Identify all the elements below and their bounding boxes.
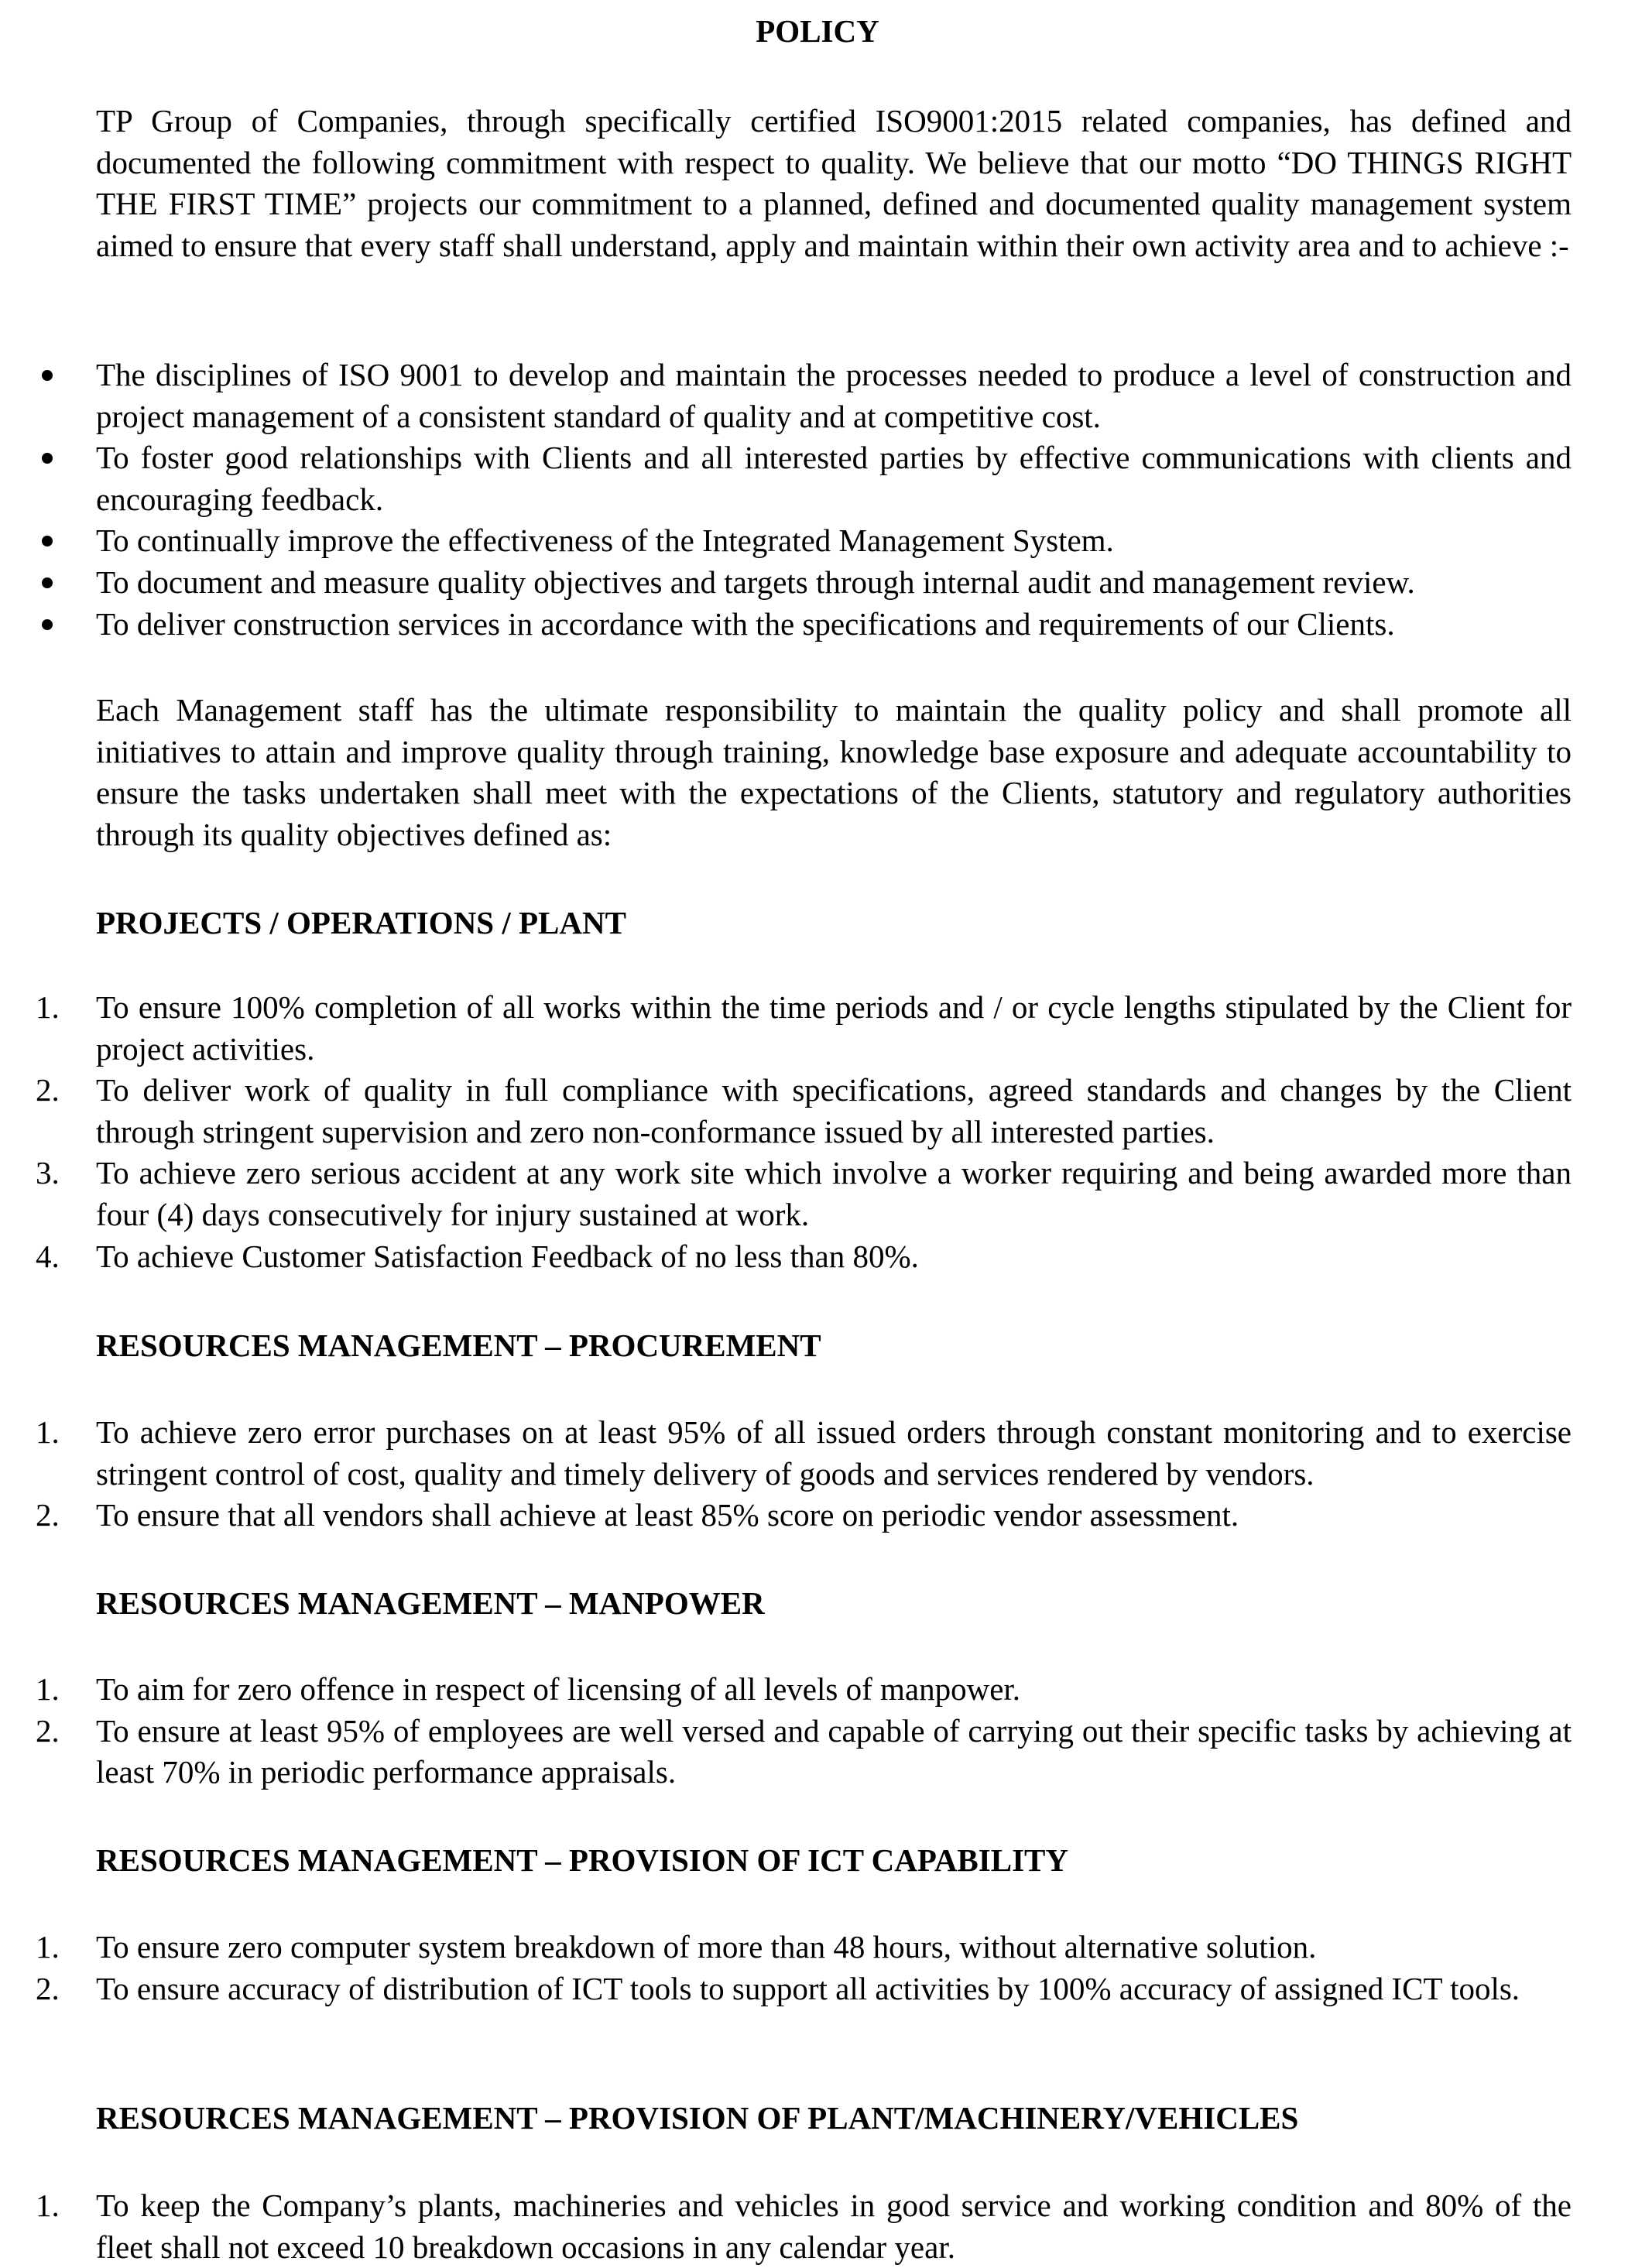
objective-item	[36, 2185, 1572, 2268]
objective-text: To deliver work of quality in full compliance with specifications, agreed standards and changes by the Client through stringent supervision and zero non-conformance issued by all interested parties.	[96, 1072, 1572, 1149]
objective-item	[36, 1070, 1572, 1153]
item-number: 1.	[36, 2187, 60, 2223]
objective-text: To achieve Customer Satisfaction Feedback of no less than 80%.	[96, 1238, 919, 1274]
objective-text: To achieve zero serious accident at any work site which involve a worker requiring and being awarded more than four (4) days consecutively for injury sustained at work.	[96, 1155, 1572, 1232]
objective-text: To achieve zero error purchases on at least 95% of all issued orders through constant monitoring and to exercise stringent control of cost, quality and timely delivery of goods and services rendered by vendors.	[96, 1414, 1572, 1492]
item-number: 1.	[36, 1929, 60, 1965]
responsibility-paragraph: Each Management staff has the ultimate responsibility to maintain the quality policy and shall promote all initiatives to attain and improve quality through training, knowledge base exposure and adequate accountability to ensure the tasks undertaken shall meet with the expectations of the Clients, statutory and regulatory authorities through its quality objectives defined as:	[96, 692, 1572, 852]
bullet-text: To document and measure quality objectives and targets through internal audit and management review.	[96, 564, 1415, 600]
page-title: POLICY	[756, 13, 879, 49]
bullet-text: The disciplines of ISO 9001 to develop and maintain the processes needed to produce a level of construction and project management of a consistent standard of quality and at competitive cost.	[96, 357, 1572, 434]
bullet-icon	[42, 453, 53, 464]
objective-item	[36, 1669, 1572, 1711]
bullet-item	[96, 520, 1572, 562]
procurement-objectives-list	[36, 1412, 1572, 1537]
objective-text: To ensure that all vendors shall achieve at least 85% score on periodic vendor assessment.	[96, 1497, 1239, 1533]
item-number: 4.	[36, 1238, 60, 1274]
projects-objectives-list	[36, 987, 1572, 1277]
objective-item	[36, 987, 1572, 1070]
item-number: 2.	[36, 1497, 60, 1533]
bullet-text: To foster good relationships with Clients and all interested parties by effective communications with clients and encouraging feedback.	[96, 440, 1572, 517]
manpower-objectives-list	[36, 1669, 1572, 1794]
item-number: 1.	[36, 1414, 60, 1450]
section-heading-projects: PROJECTS / OPERATIONS / PLANT	[96, 905, 626, 940]
bullet-icon	[42, 370, 53, 381]
objective-text: To ensure 100% completion of all works within the time periods and / or cycle lengths stipulated by the Client for project activities.	[96, 989, 1572, 1067]
bullet-icon	[42, 577, 53, 588]
objective-text: To keep the Company’s plants, machineries and vehicles in good service and working condition and 80% of the fleet shall not exceed 10 breakdown occasions in any calendar year.	[96, 2187, 1572, 2265]
item-number: 1.	[36, 1671, 60, 1707]
objective-text: To ensure accuracy of distribution of ICT tools to support all activities by 100% accuracy of assigned ICT tools.	[96, 1970, 1520, 2006]
objective-item	[36, 1495, 1572, 1537]
objective-text: To ensure at least 95% of employees are well versed and capable of carrying out their specific tasks by achieving at least 70% in periodic performance appraisals.	[96, 1712, 1572, 1790]
section-heading-plant-machinery: RESOURCES MANAGEMENT – PROVISION OF PLANT/MACHINERY/VEHICLES	[96, 2100, 1299, 2136]
objective-item	[36, 1927, 1572, 1968]
bullet-item	[96, 562, 1572, 604]
section-heading-procurement: RESOURCES MANAGEMENT – PROCUREMENT	[96, 1328, 821, 1363]
item-number: 2.	[36, 1970, 60, 2006]
item-number: 3.	[36, 1155, 60, 1191]
ict-objectives-list	[36, 1927, 1572, 2009]
commitment-bullet-list	[96, 355, 1572, 645]
objective-item	[36, 1236, 1572, 1278]
bullet-text: To continually improve the effectiveness of the Integrated Management System.	[96, 522, 1114, 559]
section-heading-manpower: RESOURCES MANAGEMENT – MANPOWER	[96, 1585, 765, 1621]
section-heading-ict: RESOURCES MANAGEMENT – PROVISION OF ICT CAPABILITY	[96, 1842, 1068, 1878]
plant-machinery-objectives-list	[36, 2185, 1572, 2268]
bullet-icon	[42, 619, 53, 630]
item-number: 2.	[36, 1712, 60, 1749]
objective-item	[36, 1153, 1572, 1235]
objective-text: To ensure zero computer system breakdown of more than 48 hours, without alternative solution.	[96, 1929, 1317, 1965]
item-number: 2.	[36, 1072, 60, 1108]
bullet-item	[96, 604, 1572, 646]
objective-item	[36, 1968, 1572, 2010]
item-number: 1.	[36, 989, 60, 1025]
bullet-item	[96, 437, 1572, 520]
bullet-icon	[42, 536, 53, 546]
objective-item	[36, 1412, 1572, 1495]
intro-paragraph: TP Group of Companies, through specifically certified ISO9001:2015 related companies, has defined and documented the following commitment with respect to quality. We believe that our motto “DO THINGS RIGHT THE FIRST TIME” projects our commitment to a planned, defined and documented quality management system aimed to ensure that every staff shall understand, apply and maintain within their own activity area and to achieve :-	[96, 103, 1572, 263]
objective-item	[36, 1711, 1572, 1794]
objective-text: To aim for zero offence in respect of licensing of all levels of manpower.	[96, 1671, 1021, 1707]
bullet-text: To deliver construction services in accordance with the specifications and requirements of our Clients.	[96, 605, 1395, 642]
bullet-item	[96, 355, 1572, 437]
